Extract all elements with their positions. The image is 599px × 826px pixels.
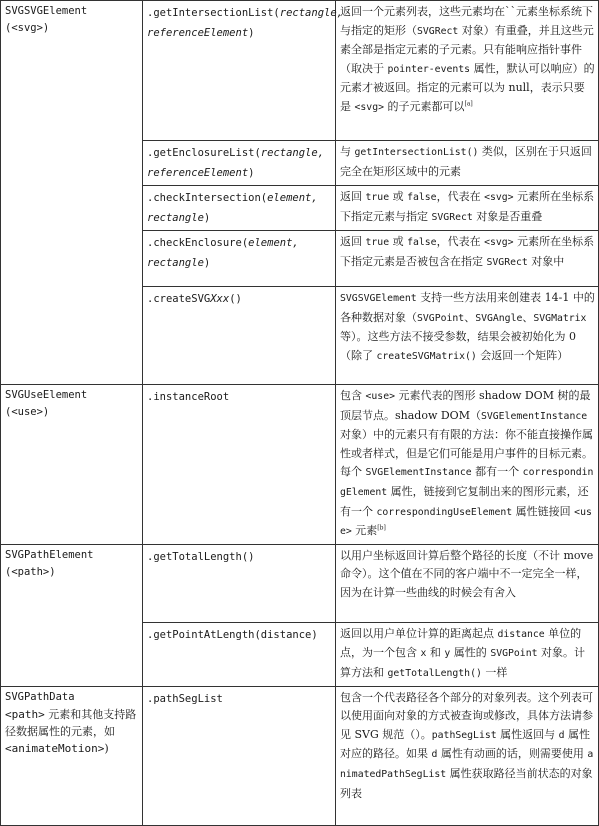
method-cell	[143, 231, 336, 287]
text-run: 属性链接回	[512, 504, 575, 518]
text-run: 对象。计算方法和	[340, 646, 585, 679]
code-term: <svg>	[354, 101, 384, 113]
interface-name: SVGUseElement	[5, 389, 88, 401]
text-run: 元素和其他支持路径数据属性的元素，如	[5, 707, 137, 738]
text-run: 对象）有重叠，并且这些元素全部是指定元素的子元素。只有能响应指针事件（取决于	[340, 23, 594, 75]
text-run: 包含一个代表路径各个部分的对象列表。这个列表可以使用面向对象的方式被查询或修改，具体方法请参见 SVG 规范（）。	[340, 690, 593, 741]
footnote-marker: [a]	[464, 100, 473, 108]
description-cell	[336, 287, 599, 385]
element-name: (<use>)	[5, 406, 50, 418]
code-term: SVGElementInstance	[480, 410, 588, 422]
method-close: ()	[229, 293, 242, 305]
text-run: 与	[340, 145, 355, 158]
code-term: false	[407, 192, 437, 203]
code-term: distance	[497, 628, 545, 640]
code-term: getTotalLength()	[387, 667, 482, 679]
text-run: 或	[389, 235, 408, 248]
text-run: ，代表在	[436, 235, 485, 248]
interface-name: SVGSVGElement	[5, 5, 88, 17]
text-run: 属性获取路径当前状态的对象列表	[340, 766, 593, 800]
text-run: 和	[426, 646, 445, 660]
interface-cell	[1, 1, 143, 385]
description-cell	[336, 686, 599, 825]
text-run: 属性对应的路径。如果	[340, 727, 591, 761]
method-name: .getPointAtLength(distance)	[147, 628, 318, 641]
code-term: true	[365, 237, 390, 248]
text-run: ，代表在	[436, 190, 485, 203]
text-run: 对象中	[527, 254, 565, 268]
code-term: d	[558, 729, 565, 741]
code-term: <use>	[365, 391, 395, 402]
interface-cell	[1, 686, 143, 825]
text-run: 元素	[351, 524, 378, 538]
description-cell	[336, 544, 599, 622]
text-run: 属性返回与	[496, 727, 559, 741]
text-run: 、	[464, 310, 476, 324]
method-name: .pathSegList	[147, 692, 223, 705]
element-description	[5, 706, 139, 757]
description-cell	[336, 385, 599, 545]
code-term: d	[431, 749, 438, 761]
text-run: 包含	[340, 389, 366, 402]
interface-cell	[1, 544, 143, 686]
code-term: true	[365, 192, 390, 203]
method-close: )	[203, 257, 211, 269]
description-cell	[336, 186, 599, 231]
code-term: <svg>	[484, 192, 514, 203]
code-term: false	[407, 237, 437, 248]
element-name: (<svg>)	[5, 22, 50, 34]
text-run: 属性，默认可以响应）的元素才被返回。指定的元素可以为 null，表示只要是	[340, 61, 595, 113]
code-term: correspondingUseElement	[376, 506, 513, 518]
text-run: 返回一个元素列表，这些元素均在``元素坐标系统下与指定的矩形（	[340, 5, 593, 37]
text-run: 返回	[340, 235, 366, 248]
code-term: SVGMatrix	[533, 312, 587, 324]
text-run: 元素所在坐标系下指定元素是否被包含在指定	[340, 235, 595, 268]
text-run: 元素所在坐标系下指定元素与指定	[340, 190, 595, 223]
method-name: .createSVG	[147, 293, 211, 305]
text-run: 都有一个	[471, 465, 523, 479]
text-run: 一样	[481, 665, 508, 679]
text-run: 单位的点，为一个包含	[340, 626, 582, 660]
code-term: <animateMotion>	[5, 741, 105, 755]
description-cell	[336, 622, 599, 686]
method-name: .getEnclosureList(	[147, 147, 261, 159]
code-term: pointer-events	[387, 63, 471, 75]
text-run: 返回以用户单位计算的距离起点	[340, 626, 498, 640]
text-run: 属性，链接到它复制出来的图形元素，还有一个	[340, 484, 589, 518]
method-cell	[143, 686, 336, 825]
text-run: )	[104, 741, 109, 755]
table-row	[1, 686, 599, 825]
text-run: 对象）中的元素只有有限的方法：你不能直接操作属性或者样式，但是它们可能是用户事件的目标元素。每个	[340, 428, 593, 479]
code-term: <path>	[5, 707, 45, 721]
interface-name: SVGPathData	[5, 690, 75, 703]
method-params: element, rectangle	[147, 192, 318, 224]
table-row	[1, 544, 599, 622]
code-term: y	[444, 648, 451, 660]
code-term: SVGPoint	[417, 312, 465, 324]
interface-cell	[1, 385, 143, 545]
method-name: .getTotalLength()	[147, 550, 255, 563]
text-run: 元素代表的图形 shadow DOM 树的最顶层节点。shadow DOM（	[340, 389, 591, 422]
code-term: SVGPoint	[490, 648, 538, 660]
code-term: <use>	[340, 506, 592, 538]
text-run: 属性的	[450, 646, 491, 660]
method-params: rectangle, referenceElement	[147, 7, 343, 39]
method-params: Xxx	[210, 293, 230, 305]
code-term: getIntersectionList()	[354, 147, 479, 158]
footnote-marker: [b]	[377, 524, 386, 532]
method-name: .checkEnclosure(	[147, 237, 249, 249]
method-close: )	[248, 167, 255, 179]
method-cell	[143, 287, 336, 385]
text-run: 、	[522, 310, 534, 324]
table-row	[1, 1, 599, 141]
code-term: x	[420, 648, 427, 660]
method-name: .instanceRoot	[147, 391, 230, 403]
code-term: SVGElementInstance	[365, 467, 472, 479]
method-name: .checkIntersection(	[147, 192, 268, 204]
method-close: )	[248, 27, 255, 39]
text-run: 对象是否重叠	[472, 209, 543, 223]
text-run: 等）。这些方法不接受参数，结果会被初始化为 0（除了	[340, 330, 576, 362]
element-name: (<path>)	[5, 565, 56, 578]
method-cell	[143, 622, 336, 686]
text-run: 会返回一个矩阵）	[476, 348, 569, 362]
method-close: )	[203, 212, 211, 224]
text-run: 属性有动画的话，则需要使用	[437, 747, 588, 761]
code-term: SVGRect	[486, 256, 528, 268]
method-cell	[143, 141, 336, 186]
method-name: .getIntersectionList(	[147, 7, 280, 19]
code-term: SVGRect	[417, 25, 459, 37]
method-cell	[143, 385, 336, 545]
text-run: 或	[389, 190, 408, 203]
code-term: <svg>	[484, 237, 514, 248]
description-cell	[336, 141, 599, 186]
interface-name: SVGPathElement	[5, 548, 94, 561]
description-cell	[336, 1, 599, 141]
code-term: SVGSVGElement	[340, 293, 417, 304]
code-term: SVGRect	[431, 211, 473, 223]
method-cell	[143, 544, 336, 622]
text-run: 返回	[340, 190, 366, 203]
code-term: createSVGMatrix()	[376, 350, 477, 362]
code-term: animatedPathSegList	[340, 749, 594, 780]
method-params: rectangle, referenceElement	[147, 147, 325, 179]
method-params: element, rectangle	[147, 237, 299, 269]
text-run: 类似，区别在于只返回完全在矩形区域中的元素	[340, 145, 592, 178]
code-term: pathSegList	[431, 729, 497, 741]
method-cell	[143, 1, 343, 141]
method-cell	[143, 186, 336, 231]
text-run: 以用户坐标返回计算后整个路径的长度（不计 move 命令）。这个值在不同的客户端中不一定完全一样，因为在计算一些曲线的时候会有舍入	[340, 548, 594, 599]
code-term: correspondingElement	[340, 467, 594, 498]
code-term: SVGAngle	[475, 312, 523, 324]
table-row	[1, 385, 599, 545]
text-run: 支持一些方法用来创建表 14-1 中的各种数据对象（	[340, 291, 595, 324]
text-run: 的子元素都可以	[384, 99, 465, 113]
description-cell	[336, 231, 599, 287]
